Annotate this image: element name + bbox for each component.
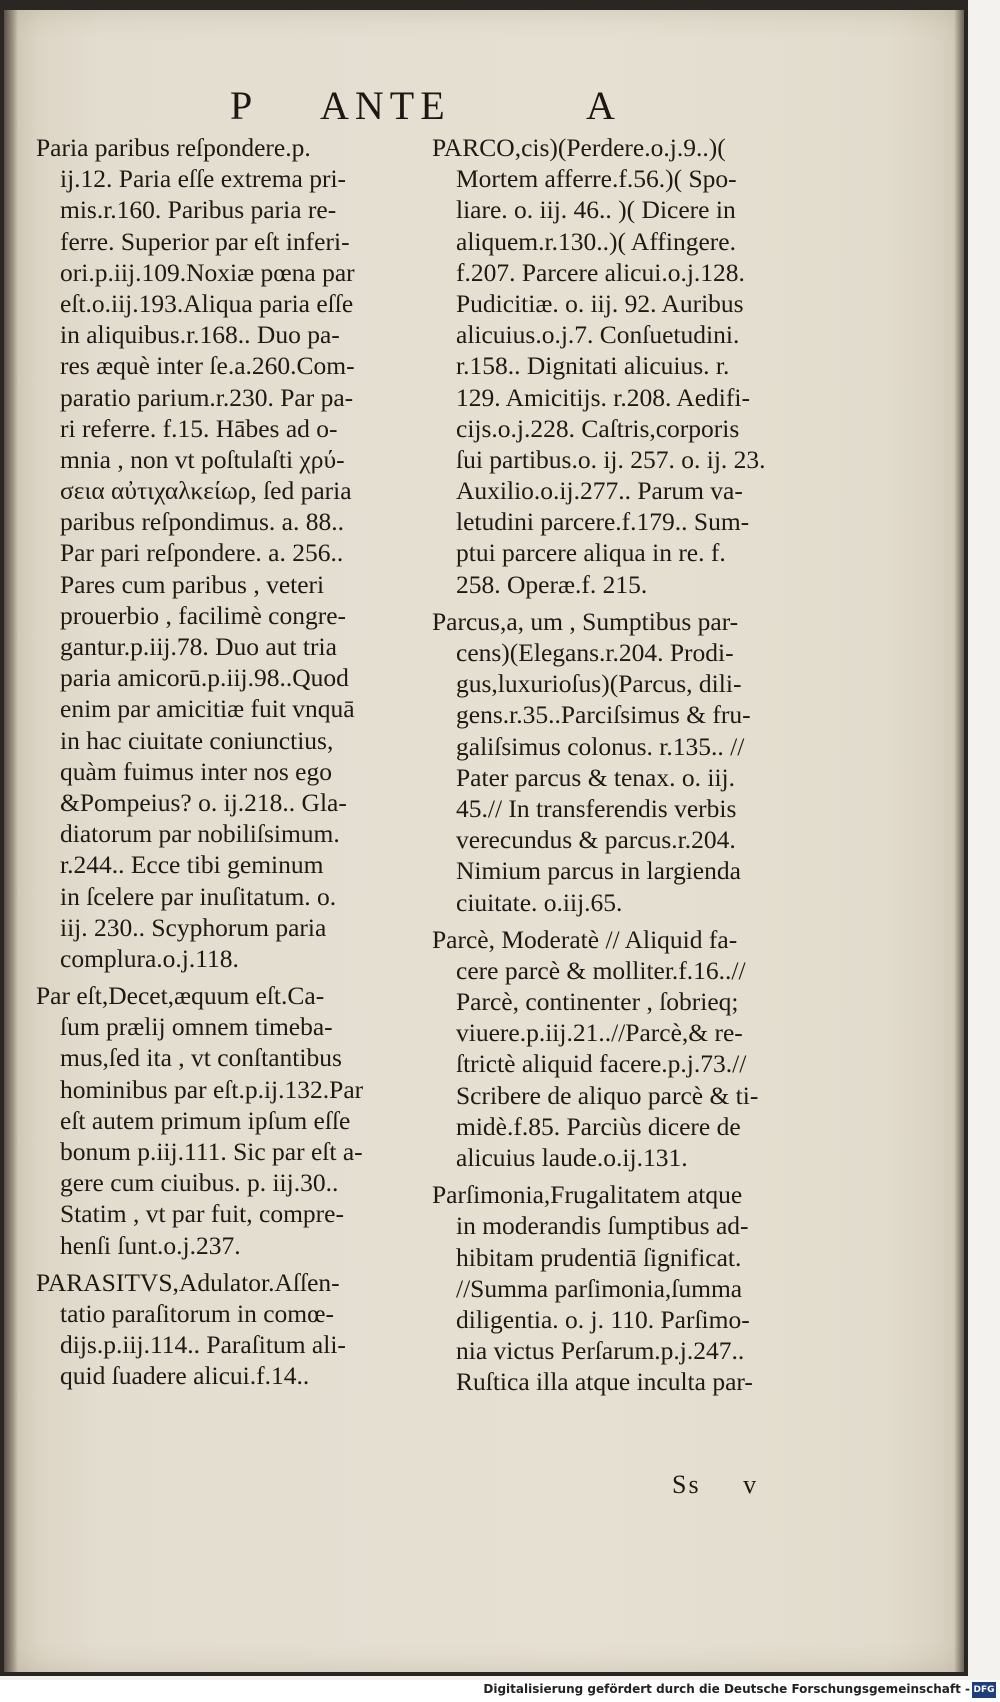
text-line: Parcè, continenter , ſobrieq; — [456, 987, 739, 1017]
text-line: Nimium parcus in largienda — [456, 856, 741, 886]
text-line: Pater parcus & tenax. o. iij. — [456, 762, 736, 792]
text-line: mus,ſed ita , vt conſtantibus — [60, 1043, 342, 1073]
text-line: paribus reſpondimus. a. 88.. — [60, 507, 344, 537]
text-line: aliquem.r.130..)( Affingere. — [456, 226, 736, 256]
text-line: Parſimonia,Frugalitatem atque — [432, 1180, 743, 1210]
text-line: 45.// In transferendis verbis — [456, 793, 737, 823]
text-line: Statim , vt par fuit, compre- — [60, 1199, 344, 1229]
text-line: ciuitate. o.iij.65. — [456, 887, 623, 917]
left-column — [36, 132, 426, 1398]
text-line: mnia , non vt poſtulaſti χρύ- — [60, 444, 345, 474]
text-line: alicuius.o.j.7. Conſuetudini. — [456, 320, 740, 350]
text-line: prouerbio , facilimè congre- — [60, 600, 347, 630]
running-head-left: P — [230, 83, 257, 128]
text-line: alicuius laude.o.ij.131. — [456, 1143, 688, 1172]
text-line: quàm fuimus inter nos ego — [60, 756, 332, 786]
text-line: ſum prælij omnem timeba- — [60, 1012, 333, 1042]
text-line: gus,luxurioſus)(Parcus, dili- — [456, 669, 742, 699]
text-line: PARASITVS,Adulator.Aſſen- — [36, 1267, 340, 1297]
text-line: dijs.p.iij.114.. Paraſitum ali- — [60, 1330, 346, 1360]
text-line: ori.p.iij.109.Noxiæ pœna par — [60, 257, 355, 287]
index-entry — [432, 1179, 844, 1397]
text-line: in hac ciuitate coniunctius, — [60, 725, 334, 755]
text-line: in ſcelere par inuſitatum. o. — [60, 881, 337, 911]
text-line: ij.12. Paria eſſe extrema pri- — [60, 164, 347, 194]
text-line: Ruſtica illa atque inculta par- — [456, 1367, 753, 1397]
text-line: eſt autem primum ipſum eſſe — [60, 1105, 351, 1135]
index-entry — [36, 1267, 426, 1392]
text-line: Auxilio.o.ij.277.. Parum va- — [456, 476, 743, 506]
catchword — [672, 1470, 758, 1500]
index-entry — [36, 132, 426, 974]
index-entry — [36, 980, 426, 1261]
text-line: enim par amicitiæ fuit vnquā — [60, 694, 355, 724]
catchword-text: v — [743, 1470, 759, 1499]
text-line: Par pari reſpondere. a. 256.. — [60, 538, 344, 568]
index-entry — [432, 132, 844, 600]
text-line: in moderandis ſumptibus ad- — [456, 1211, 749, 1241]
text-line: tatio paraſitorum in comœ- — [60, 1298, 335, 1328]
text-line: Pudicitiæ. o. iij. 92. Auribus — [456, 288, 744, 318]
text-line: cijs.o.j.228. Caſtris,corporis — [456, 413, 740, 443]
text-line: Parcus,a, um , Sumptibus par- — [432, 606, 739, 636]
text-line: ſui partibus.o. ij. 257. o. ij. 23. — [456, 444, 766, 474]
footer-credit: Digitalisierung gefördert durch die Deutsche Forschungsgemeinschaft - — [483, 1682, 970, 1696]
text-line: Par eſt,Decet,æquum eſt.Ca- — [36, 981, 325, 1011]
text-line: mis.r.160. Paribus paria re- — [60, 195, 337, 225]
running-head-right: A — [586, 83, 619, 128]
text-line: ferre. Superior par eſt inferi- — [60, 226, 350, 256]
text-line: &Pompeius? o. ij.218.. Gla- — [60, 787, 347, 817]
text-line: ſtrictè aliquid facere.p.j.73.// — [456, 1049, 747, 1079]
index-entry — [432, 606, 844, 918]
text-line: letudini parcere.f.179.. Sum- — [456, 507, 750, 537]
text-line: henſi ſunt.o.j.237. — [60, 1230, 241, 1260]
text-line: diatorum par nobiliſsimum. — [60, 819, 340, 849]
text-line: ri referre. f.15. Hābes ad o- — [60, 413, 338, 443]
text-line: viuere.p.iij.21..//Parcè,& re- — [456, 1018, 743, 1048]
text-line: σεια αὐτιχαλκείωρ, ſed paria — [60, 476, 352, 506]
text-line: diligentia. o. j. 110. Parſimo- — [456, 1304, 750, 1334]
running-head-middle: ANTE — [320, 83, 451, 128]
text-line: gens.r.35..Parciſsimus & fru- — [456, 700, 751, 730]
text-line: paratio parium.r.230. Par pa- — [60, 382, 354, 412]
text-line: cens)(Elegans.r.204. Prodi- — [456, 638, 734, 667]
text-line: midè.f.85. Parciùs dicere de — [456, 1111, 741, 1141]
text-line: f.207. Parcere alicui.o.j.128. — [456, 257, 745, 287]
text-line: ptui parcere aliqua in re. f. — [456, 538, 726, 568]
text-line: Scribere de aliquo parcè & ti- — [456, 1080, 759, 1110]
right-column — [432, 132, 844, 1404]
text-line: bonum p.iij.111. Sic par eſt a- — [60, 1137, 363, 1166]
text-line: paria amicorū.p.iij.98..Quod — [60, 663, 349, 693]
text-line: nia victus Perſarum.p.j.247.. — [456, 1336, 745, 1366]
dfg-logo: DFG — [972, 1682, 996, 1698]
text-line: gantur.p.iij.78. Duo aut tria — [60, 632, 337, 661]
footer-bar — [0, 1680, 1000, 1702]
text-line: r.244.. Ecce tibi geminum — [60, 850, 324, 880]
page-edge — [954, 10, 964, 1672]
text-line: Mortem afferre.f.56.)( Spo- — [456, 164, 737, 194]
text-line: iij. 230.. Scyphorum paria — [60, 912, 327, 942]
text-line: Paria paribus reſpondere.p. — [36, 133, 311, 162]
running-head — [230, 82, 650, 132]
text-line: res æquè inter ſe.a.260.Com- — [60, 351, 355, 381]
text-line: in aliquibus.r.168.. Duo pa- — [60, 320, 340, 350]
text-line: //Summa parſimonia,ſumma — [456, 1273, 743, 1303]
text-line: galiſsimus colonus. r.135.. // — [456, 731, 745, 761]
signature-mark: Ss — [672, 1470, 701, 1499]
text-line: 129. Amicitijs. r.208. Aedifi- — [456, 382, 750, 412]
text-line: quid ſuadere alicui.f.14.. — [60, 1361, 310, 1391]
page-gutter — [4, 10, 18, 1672]
text-line: cere parcè & molliter.f.16..// — [456, 955, 746, 985]
text-line: r.158.. Dignitati alicuius. r. — [456, 351, 730, 381]
text-line: complura.o.j.118. — [60, 943, 239, 973]
text-line: hominibus par eſt.p.ij.132.Par — [60, 1074, 364, 1104]
text-line: PARCO,cis)(Perdere.o.j.9..)( — [432, 133, 726, 162]
text-line: liare. o. iij. 46.. )( Dicere in — [456, 195, 736, 225]
text-line: 258. Operæ.f. 215. — [456, 569, 648, 599]
text-line: Pares cum paribus , veteri — [60, 569, 325, 599]
text-line: gere cum ciuibus. p. iij.30.. — [60, 1168, 339, 1198]
text-line: Parcè, Moderatè // Aliquid fa- — [432, 924, 738, 954]
text-line: eſt.o.iij.193.Aliqua paria eſſe — [60, 288, 354, 318]
text-line: verecundus & parcus.r.204. — [456, 825, 736, 855]
index-entry — [432, 924, 844, 1174]
text-line: hibitam prudentiā ſignificat. — [456, 1242, 742, 1272]
